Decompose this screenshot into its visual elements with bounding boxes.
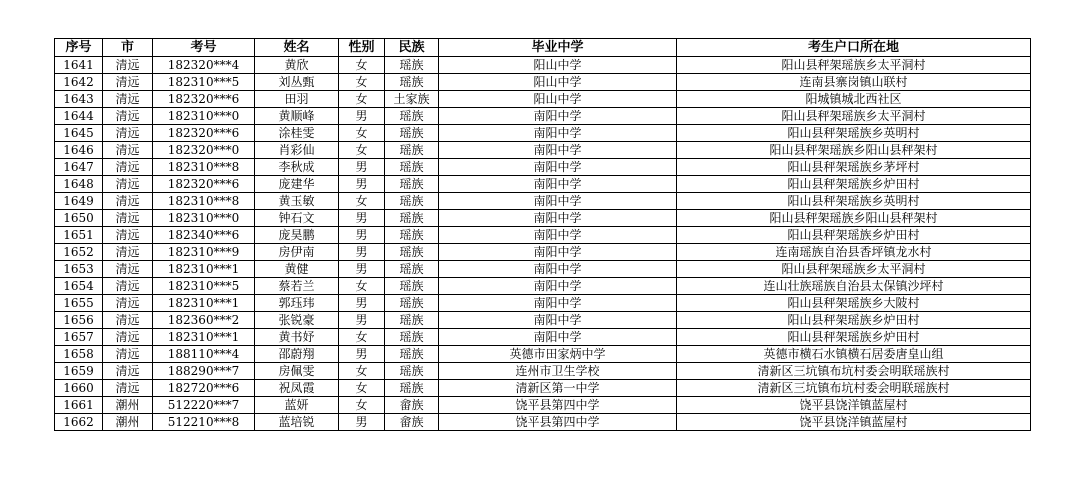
cell-gender: 女 [339, 74, 385, 91]
cell-school: 饶平县第四中学 [439, 397, 677, 414]
cell-ethnicity: 瑶族 [385, 312, 439, 329]
cell-city: 清远 [103, 74, 153, 91]
cell-school: 阳山中学 [439, 91, 677, 108]
cell-school: 南阳中学 [439, 278, 677, 295]
cell-school: 饶平县第四中学 [439, 414, 677, 431]
cell-exam-no: 188290***7 [153, 363, 255, 380]
cell-name: 庞建华 [255, 176, 339, 193]
cell-city: 清远 [103, 346, 153, 363]
cell-name: 房伊南 [255, 244, 339, 261]
cell-exam-no: 182310***1 [153, 295, 255, 312]
table-row [55, 176, 1031, 193]
header-row [55, 39, 1031, 57]
cell-gender: 男 [339, 346, 385, 363]
table-row [55, 91, 1031, 108]
cell-seq: 1644 [55, 108, 103, 125]
cell-ethnicity: 瑶族 [385, 210, 439, 227]
cell-name: 肖彩仙 [255, 142, 339, 159]
cell-ethnicity: 瑶族 [385, 363, 439, 380]
cell-school: 南阳中学 [439, 312, 677, 329]
cell-seq: 1647 [55, 159, 103, 176]
cell-exam-no: 182320***0 [153, 142, 255, 159]
cell-seq: 1649 [55, 193, 103, 210]
cell-exam-no: 182320***4 [153, 57, 255, 74]
table-row [55, 74, 1031, 91]
cell-school: 南阳中学 [439, 193, 677, 210]
table-row [55, 142, 1031, 159]
cell-gender: 男 [339, 210, 385, 227]
cell-ethnicity: 瑶族 [385, 278, 439, 295]
cell-city: 清远 [103, 261, 153, 278]
cell-seq: 1641 [55, 57, 103, 74]
cell-gender: 女 [339, 142, 385, 159]
cell-school: 阳山中学 [439, 74, 677, 91]
cell-residence: 清新区三坑镇布坑村委会明联瑶族村 [677, 380, 1031, 397]
cell-name: 邵蔚翔 [255, 346, 339, 363]
table-row [55, 312, 1031, 329]
cell-residence: 阳山县秤架瑶族乡炉田村 [677, 312, 1031, 329]
table-row [55, 414, 1031, 431]
cell-ethnicity: 土家族 [385, 91, 439, 108]
cell-gender: 女 [339, 329, 385, 346]
cell-seq: 1642 [55, 74, 103, 91]
roster-body [55, 57, 1031, 431]
table-row [55, 244, 1031, 261]
cell-name: 田羽 [255, 91, 339, 108]
cell-ethnicity: 畲族 [385, 397, 439, 414]
table-row [55, 278, 1031, 295]
table-row [55, 108, 1031, 125]
table-row [55, 397, 1031, 414]
cell-city: 清远 [103, 125, 153, 142]
cell-school: 南阳中学 [439, 295, 677, 312]
cell-school: 英德市田家炳中学 [439, 346, 677, 363]
cell-seq: 1653 [55, 261, 103, 278]
header-ethnicity: 民族 [385, 39, 439, 57]
cell-seq: 1662 [55, 414, 103, 431]
cell-exam-no: 512210***8 [153, 414, 255, 431]
cell-residence: 饶平县饶洋镇蓝屋村 [677, 414, 1031, 431]
cell-seq: 1659 [55, 363, 103, 380]
cell-city: 清远 [103, 57, 153, 74]
cell-city: 清远 [103, 380, 153, 397]
table-row [55, 295, 1031, 312]
cell-ethnicity: 瑶族 [385, 227, 439, 244]
table-row [55, 210, 1031, 227]
cell-name: 房佩雯 [255, 363, 339, 380]
cell-gender: 男 [339, 261, 385, 278]
cell-name: 庞昊鹏 [255, 227, 339, 244]
table-row [55, 227, 1031, 244]
cell-name: 蓝妍 [255, 397, 339, 414]
cell-gender: 女 [339, 91, 385, 108]
cell-residence: 连南瑶族自治县香坪镇龙水村 [677, 244, 1031, 261]
cell-gender: 女 [339, 193, 385, 210]
cell-exam-no: 182320***6 [153, 91, 255, 108]
cell-seq: 1657 [55, 329, 103, 346]
cell-exam-no: 512220***7 [153, 397, 255, 414]
cell-gender: 男 [339, 312, 385, 329]
cell-seq: 1648 [55, 176, 103, 193]
header-residence: 考生户口所在地 [677, 39, 1031, 57]
cell-school: 南阳中学 [439, 261, 677, 278]
table-row [55, 261, 1031, 278]
table-row [55, 125, 1031, 142]
cell-name: 蓝培锐 [255, 414, 339, 431]
cell-name: 黄玉敏 [255, 193, 339, 210]
cell-ethnicity: 瑶族 [385, 74, 439, 91]
cell-city: 清远 [103, 193, 153, 210]
cell-school: 南阳中学 [439, 125, 677, 142]
cell-exam-no: 182310***8 [153, 193, 255, 210]
cell-exam-no: 182720***6 [153, 380, 255, 397]
cell-residence: 阳山县秤架瑶族乡阳山县秤架村 [677, 142, 1031, 159]
cell-ethnicity: 瑶族 [385, 244, 439, 261]
table-row [55, 159, 1031, 176]
roster-table [54, 38, 1031, 431]
cell-ethnicity: 瑶族 [385, 57, 439, 74]
cell-city: 清远 [103, 312, 153, 329]
cell-name: 涂桂雯 [255, 125, 339, 142]
cell-residence: 阳山县秤架瑶族乡炉田村 [677, 329, 1031, 346]
cell-city: 清远 [103, 159, 153, 176]
cell-ethnicity: 瑶族 [385, 329, 439, 346]
cell-name: 张锐豪 [255, 312, 339, 329]
cell-city: 潮州 [103, 397, 153, 414]
cell-residence: 阳山县秤架瑶族乡大陂村 [677, 295, 1031, 312]
cell-city: 清远 [103, 244, 153, 261]
cell-gender: 男 [339, 159, 385, 176]
cell-residence: 阳山县秤架瑶族乡英明村 [677, 193, 1031, 210]
cell-seq: 1646 [55, 142, 103, 159]
cell-gender: 男 [339, 108, 385, 125]
cell-name: 黄健 [255, 261, 339, 278]
cell-city: 清远 [103, 363, 153, 380]
cell-school: 南阳中学 [439, 244, 677, 261]
cell-seq: 1655 [55, 295, 103, 312]
cell-exam-no: 182310***0 [153, 108, 255, 125]
cell-name: 黄欣 [255, 57, 339, 74]
cell-seq: 1650 [55, 210, 103, 227]
cell-name: 祝凤霞 [255, 380, 339, 397]
cell-seq: 1661 [55, 397, 103, 414]
cell-exam-no: 182310***1 [153, 261, 255, 278]
cell-exam-no: 182310***8 [153, 159, 255, 176]
cell-exam-no: 182320***6 [153, 176, 255, 193]
cell-gender: 男 [339, 176, 385, 193]
cell-residence: 阳山县秤架瑶族乡太平洞村 [677, 57, 1031, 74]
cell-city: 清远 [103, 176, 153, 193]
cell-ethnicity: 瑶族 [385, 261, 439, 278]
cell-name: 钟石文 [255, 210, 339, 227]
cell-gender: 女 [339, 125, 385, 142]
cell-residence: 英德市横石水镇横石居委唐皇山组 [677, 346, 1031, 363]
cell-residence: 连山壮族瑶族自治县太保镇沙坪村 [677, 278, 1031, 295]
cell-residence: 饶平县饶洋镇蓝屋村 [677, 397, 1031, 414]
cell-exam-no: 182340***6 [153, 227, 255, 244]
cell-name: 黄顺峰 [255, 108, 339, 125]
cell-exam-no: 182360***2 [153, 312, 255, 329]
cell-exam-no: 182310***1 [153, 329, 255, 346]
cell-residence: 清新区三坑镇布坑村委会明联瑶族村 [677, 363, 1031, 380]
cell-school: 南阳中学 [439, 210, 677, 227]
table-row [55, 193, 1031, 210]
cell-residence: 连南县寨岗镇山联村 [677, 74, 1031, 91]
cell-gender: 女 [339, 380, 385, 397]
table-row [55, 329, 1031, 346]
cell-gender: 女 [339, 278, 385, 295]
cell-city: 清远 [103, 108, 153, 125]
cell-gender: 男 [339, 295, 385, 312]
cell-school: 清新区第一中学 [439, 380, 677, 397]
cell-residence: 阳山县秤架瑶族乡炉田村 [677, 227, 1031, 244]
roster-sheet [54, 38, 1030, 431]
cell-exam-no: 182310***5 [153, 278, 255, 295]
cell-residence: 阳山县秤架瑶族乡炉田村 [677, 176, 1031, 193]
cell-gender: 女 [339, 397, 385, 414]
cell-ethnicity: 瑶族 [385, 193, 439, 210]
table-row [55, 346, 1031, 363]
cell-residence: 阳山县秤架瑶族乡茅坪村 [677, 159, 1031, 176]
cell-ethnicity: 瑶族 [385, 142, 439, 159]
cell-gender: 女 [339, 57, 385, 74]
cell-name: 黄书妤 [255, 329, 339, 346]
cell-school: 南阳中学 [439, 176, 677, 193]
header-city: 市 [103, 39, 153, 57]
cell-exam-no: 182310***5 [153, 74, 255, 91]
cell-school: 南阳中学 [439, 142, 677, 159]
cell-school: 连州市卫生学校 [439, 363, 677, 380]
cell-residence: 阳城镇城北西社区 [677, 91, 1031, 108]
cell-school: 南阳中学 [439, 159, 677, 176]
cell-gender: 女 [339, 363, 385, 380]
cell-seq: 1654 [55, 278, 103, 295]
table-row [55, 57, 1031, 74]
cell-city: 清远 [103, 227, 153, 244]
cell-residence: 阳山县秤架瑶族乡英明村 [677, 125, 1031, 142]
cell-seq: 1645 [55, 125, 103, 142]
cell-city: 清远 [103, 329, 153, 346]
cell-name: 郭珏玮 [255, 295, 339, 312]
cell-gender: 男 [339, 244, 385, 261]
cell-ethnicity: 瑶族 [385, 108, 439, 125]
cell-residence: 阳山县秤架瑶族乡太平洞村 [677, 108, 1031, 125]
cell-exam-no: 182310***0 [153, 210, 255, 227]
cell-city: 清远 [103, 210, 153, 227]
cell-seq: 1651 [55, 227, 103, 244]
cell-name: 蔡若兰 [255, 278, 339, 295]
table-row [55, 380, 1031, 397]
cell-school: 南阳中学 [439, 329, 677, 346]
header-name: 姓名 [255, 39, 339, 57]
cell-city: 清远 [103, 278, 153, 295]
cell-ethnicity: 瑶族 [385, 380, 439, 397]
cell-gender: 男 [339, 414, 385, 431]
cell-ethnicity: 瑶族 [385, 125, 439, 142]
cell-gender: 男 [339, 227, 385, 244]
cell-city: 潮州 [103, 414, 153, 431]
cell-name: 刘丛甄 [255, 74, 339, 91]
cell-seq: 1652 [55, 244, 103, 261]
cell-school: 南阳中学 [439, 108, 677, 125]
cell-city: 清远 [103, 91, 153, 108]
cell-residence: 阳山县秤架瑶族乡阳山县秤架村 [677, 210, 1031, 227]
header-exam-no: 考号 [153, 39, 255, 57]
cell-exam-no: 188110***4 [153, 346, 255, 363]
cell-seq: 1656 [55, 312, 103, 329]
cell-seq: 1643 [55, 91, 103, 108]
cell-ethnicity: 瑶族 [385, 346, 439, 363]
cell-city: 清远 [103, 142, 153, 159]
cell-ethnicity: 瑶族 [385, 176, 439, 193]
cell-exam-no: 182320***6 [153, 125, 255, 142]
cell-school: 阳山中学 [439, 57, 677, 74]
header-school: 毕业中学 [439, 39, 677, 57]
cell-residence: 阳山县秤架瑶族乡太平洞村 [677, 261, 1031, 278]
cell-seq: 1658 [55, 346, 103, 363]
header-gender: 性别 [339, 39, 385, 57]
cell-name: 李秋成 [255, 159, 339, 176]
cell-ethnicity: 瑶族 [385, 159, 439, 176]
cell-ethnicity: 畲族 [385, 414, 439, 431]
cell-ethnicity: 瑶族 [385, 295, 439, 312]
cell-seq: 1660 [55, 380, 103, 397]
cell-city: 清远 [103, 295, 153, 312]
cell-school: 南阳中学 [439, 227, 677, 244]
table-row [55, 363, 1031, 380]
header-seq: 序号 [55, 39, 103, 57]
cell-exam-no: 182310***9 [153, 244, 255, 261]
